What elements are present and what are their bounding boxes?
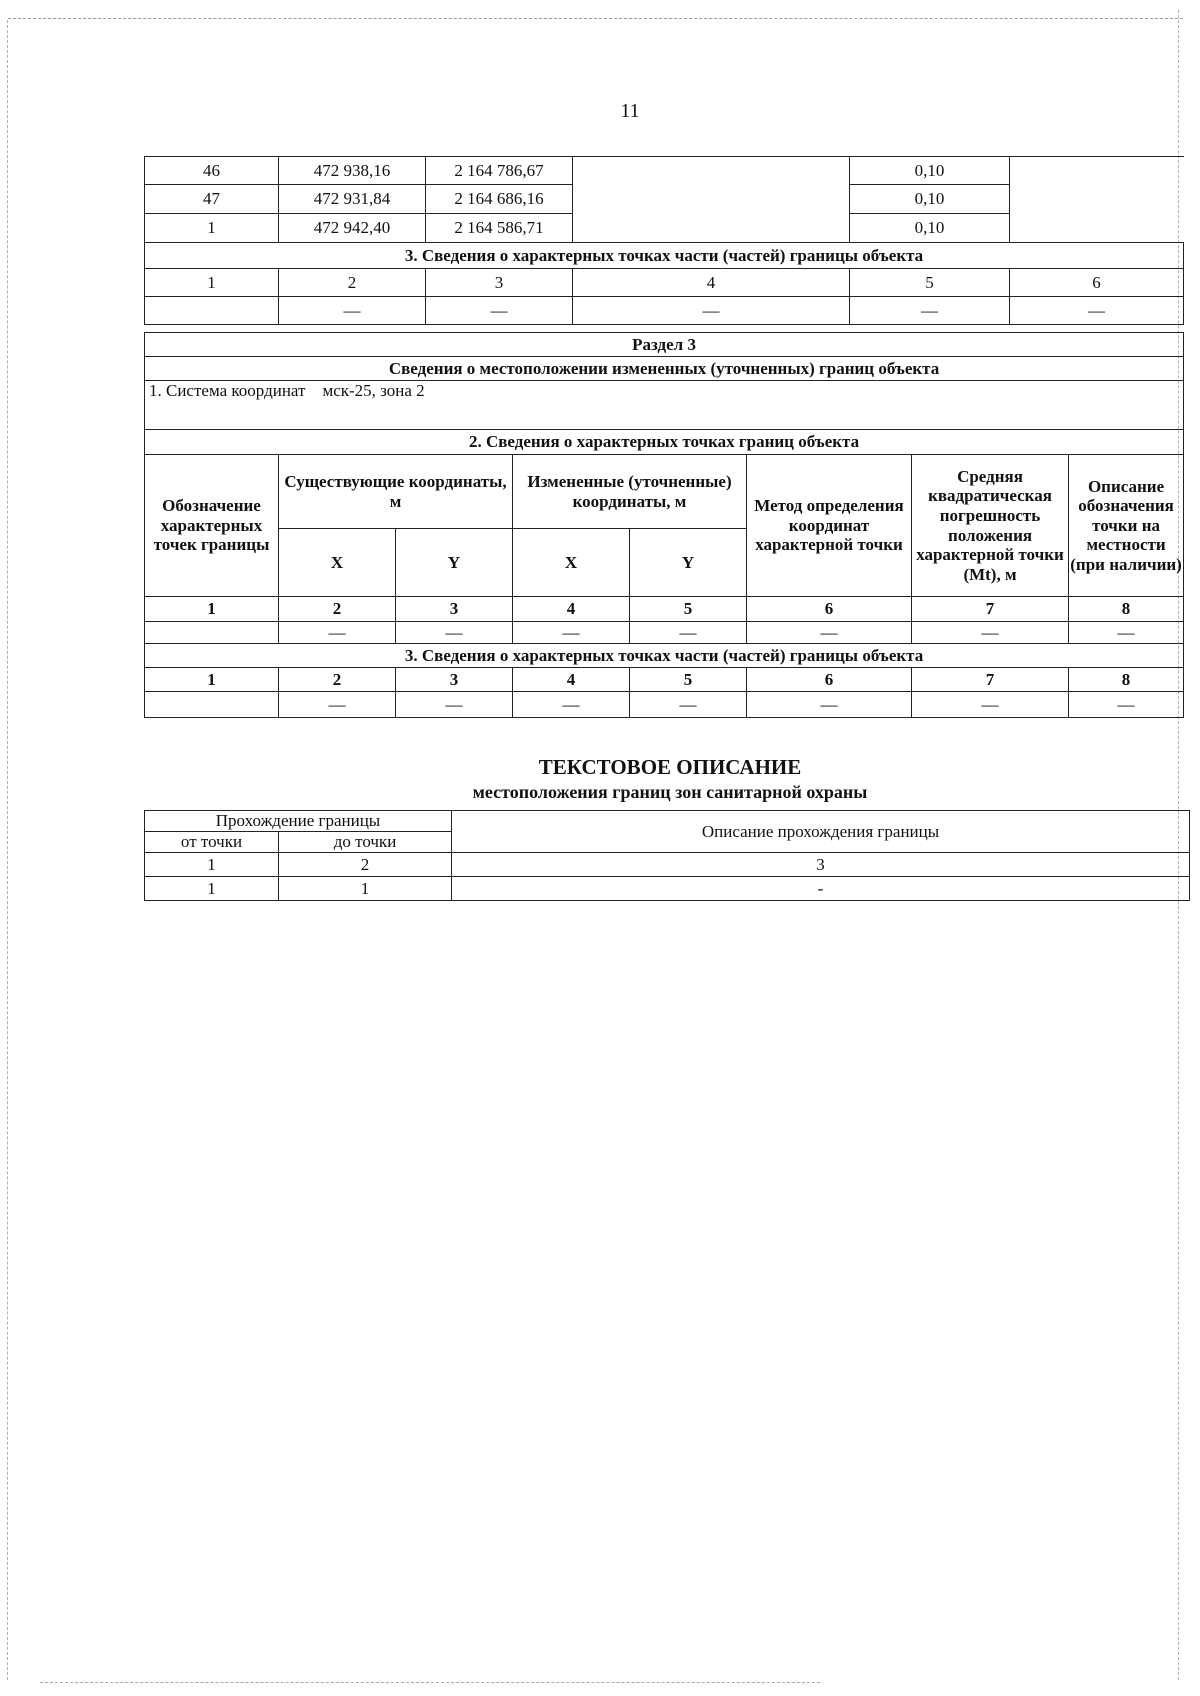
coordinate-system-label: 1. Система координат — [149, 381, 306, 400]
point-cell: 47 — [145, 185, 279, 214]
page-number: 11 — [620, 100, 640, 122]
from-point-header: от точки — [145, 832, 279, 853]
table-row — [145, 597, 1184, 622]
dash-cell: — — [573, 297, 850, 325]
mt-cell: 0,10 — [850, 185, 1010, 214]
dash-cell: — — [279, 622, 396, 644]
column-number: 4 — [573, 269, 850, 297]
scan-edge-top — [8, 18, 1183, 19]
boundary-pass-header: Прохождение границы — [145, 811, 452, 832]
dash-cell: — — [1010, 297, 1184, 325]
table-row — [145, 269, 1184, 297]
dash-cell — [145, 622, 279, 644]
column-number: 2 — [279, 269, 426, 297]
scan-edge-bottom — [40, 1682, 820, 1683]
y-header: Y — [630, 529, 747, 597]
x-cell: 472 931,84 — [279, 185, 426, 214]
dash-cell: — — [426, 297, 573, 325]
column-number: 5 — [630, 597, 747, 622]
dash-cell: — — [747, 622, 912, 644]
x-header: X — [513, 529, 630, 597]
column-number: 7 — [912, 668, 1069, 692]
dash-cell: — — [912, 622, 1069, 644]
dash-cell: — — [396, 692, 513, 718]
dash-cell: — — [912, 692, 1069, 718]
designation-header: Обозначение характерных точек границы — [145, 455, 279, 597]
section3-table — [144, 332, 1184, 718]
column-number: 1 — [145, 597, 279, 622]
section-title: Раздел 3 — [145, 333, 1184, 357]
table-row — [145, 430, 1184, 455]
column-number: 4 — [513, 668, 630, 692]
dash-cell: — — [513, 692, 630, 718]
x-cell: 472 938,16 — [279, 157, 426, 185]
boundary-description-table — [144, 810, 1190, 901]
dash-cell — [145, 297, 279, 325]
dash-cell: — — [513, 622, 630, 644]
x-header: X — [279, 529, 396, 597]
dash-cell: — — [630, 622, 747, 644]
column-number: 1 — [145, 269, 279, 297]
dash-cell: — — [1069, 622, 1184, 644]
table-row — [145, 692, 1184, 718]
scan-edge-left — [7, 20, 8, 1680]
table-row — [145, 297, 1184, 325]
column-number: 1 — [145, 668, 279, 692]
dash-cell: — — [279, 692, 396, 718]
y-cell: 2 164 686,16 — [426, 185, 573, 214]
point-cell: 46 — [145, 157, 279, 185]
method-header: Метод определения координат характерной точки — [747, 455, 912, 597]
column-number: 7 — [912, 597, 1069, 622]
column-number: 2 — [279, 597, 396, 622]
description-header: Описание обозначения точки на местности (при наличии) — [1069, 455, 1184, 597]
coordinates-continuation-table — [144, 156, 1184, 325]
error-header: Средняя квадратическая погрешность положения характерной точки (Mt), м — [912, 455, 1069, 597]
existing-coordinates-header: Существующие координаты, м — [279, 455, 513, 529]
column-number: 8 — [1069, 668, 1184, 692]
dash-cell: — — [747, 692, 912, 718]
table-row — [145, 455, 1184, 529]
method-cell — [573, 157, 850, 243]
table-row — [145, 668, 1184, 692]
part-points-title: 3. Сведения о характерных точках части (частей) границы объекта — [145, 243, 1184, 269]
description-cell — [1010, 157, 1184, 243]
column-number: 6 — [747, 668, 912, 692]
points-title: 2. Сведения о характерных точках границ объекта — [145, 430, 1184, 455]
text-description-title: ТЕКСТОВОЕ ОПИСАНИЕ — [538, 755, 802, 779]
changed-coordinates-header: Измененные (уточненные) координаты, м — [513, 455, 747, 529]
from-point-cell: 1 — [145, 877, 279, 901]
table-row — [145, 333, 1184, 357]
table-row — [145, 157, 1184, 185]
text-description-subtitle: местоположения границ зон санитарной охраны — [472, 782, 868, 802]
y-header: Y — [396, 529, 513, 597]
table-row — [145, 622, 1184, 644]
coordinate-system-value: мск-25, зона 2 — [322, 381, 425, 400]
mt-cell: 0,10 — [850, 157, 1010, 185]
column-number: 3 — [452, 853, 1190, 877]
column-number: 3 — [426, 269, 573, 297]
mt-cell: 0,10 — [850, 214, 1010, 243]
section-subtitle: Сведения о местоположении измененных (уточненных) границ объекта — [145, 357, 1184, 381]
to-point-header: до точки — [279, 832, 452, 853]
coordinate-system-cell — [145, 381, 1184, 430]
column-number: 3 — [396, 668, 513, 692]
column-number: 6 — [1010, 269, 1184, 297]
column-number: 8 — [1069, 597, 1184, 622]
dash-cell: — — [396, 622, 513, 644]
column-number: 5 — [630, 668, 747, 692]
table-row — [145, 357, 1184, 381]
column-number: 3 — [396, 597, 513, 622]
x-cell: 472 942,40 — [279, 214, 426, 243]
description-header: Описание прохождения границы — [452, 811, 1190, 853]
column-number: 1 — [145, 853, 279, 877]
dash-cell — [145, 692, 279, 718]
point-cell: 1 — [145, 214, 279, 243]
table-row — [145, 243, 1184, 269]
y-cell: 2 164 786,67 — [426, 157, 573, 185]
dash-cell: — — [1069, 692, 1184, 718]
dash-cell: — — [630, 692, 747, 718]
y-cell: 2 164 586,71 — [426, 214, 573, 243]
part-points-title: 3. Сведения о характерных точках части (частей) границы объекта — [145, 644, 1184, 668]
table-row — [145, 877, 1190, 901]
column-number: 2 — [279, 668, 396, 692]
dash-cell: — — [850, 297, 1010, 325]
table-row — [145, 853, 1190, 877]
column-number: 5 — [850, 269, 1010, 297]
column-number: 6 — [747, 597, 912, 622]
dash-cell: — — [279, 297, 426, 325]
to-point-cell: 1 — [279, 877, 452, 901]
table-row — [145, 381, 1184, 430]
column-number: 4 — [513, 597, 630, 622]
description-cell: - — [452, 877, 1190, 901]
table-row — [145, 644, 1184, 668]
table-row — [145, 811, 1190, 832]
column-number: 2 — [279, 853, 452, 877]
